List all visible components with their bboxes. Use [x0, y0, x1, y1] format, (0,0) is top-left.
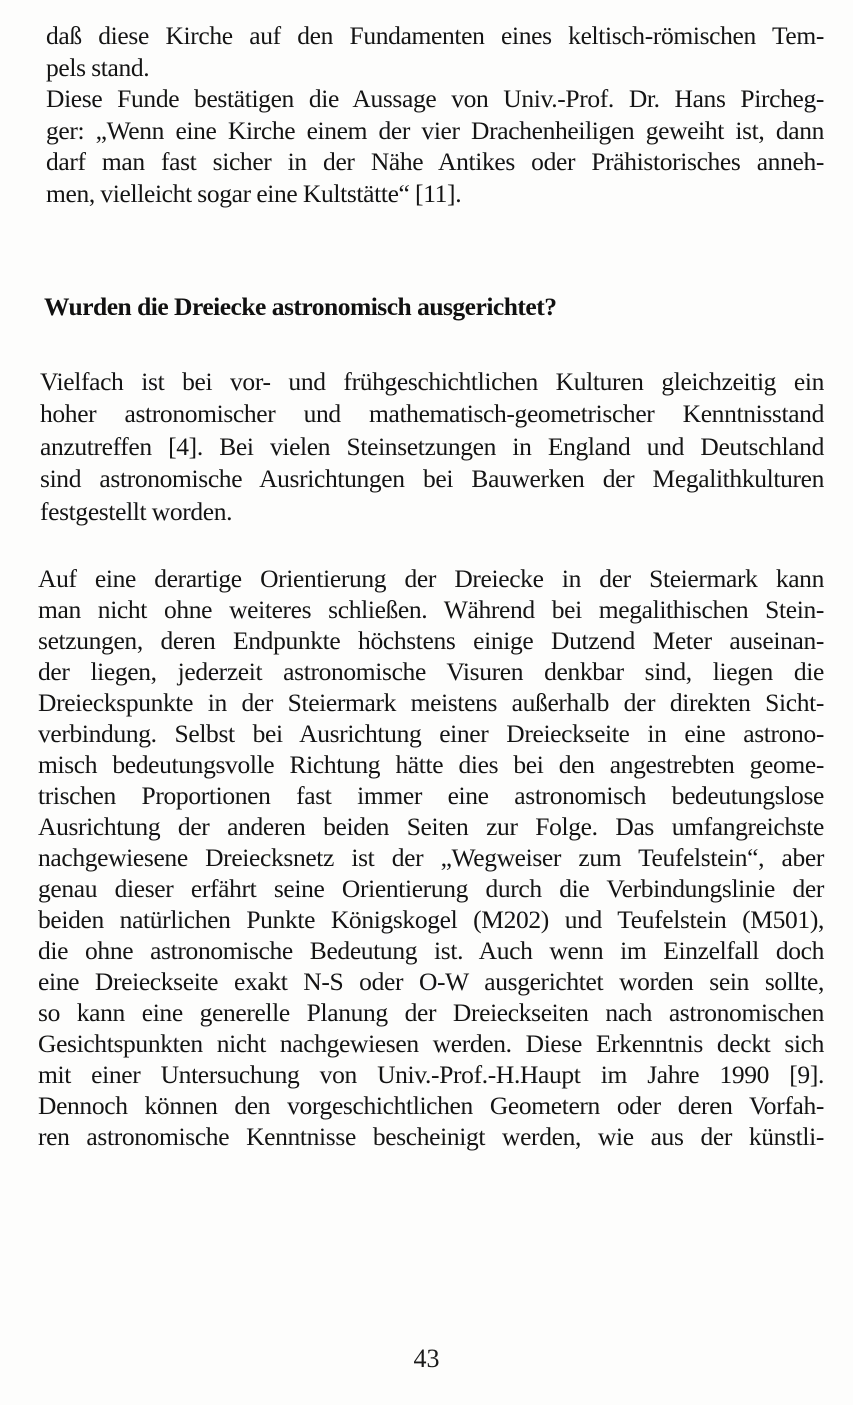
- text-line: mit einer Untersuchung von Univ.-Prof.-H.Haupt im Jahre 1990 [9].: [38, 1060, 824, 1089]
- text-line: men, vielleicht sogar eine Kultstätte“ [11].: [46, 178, 462, 208]
- text-line: ger: „Wenn eine Kirche einem der vier Drachenheiligen geweiht ist, dann: [46, 115, 824, 145]
- text-line: beiden natürlichen Punkte Königskogel (M202) und Teufelstein (M501),: [38, 905, 824, 934]
- text-line: eine Dreieckseite exakt N-S oder O-W ausgerichtet worden sein sollte,: [38, 967, 824, 996]
- text-line: sind astronomische Ausrichtungen bei Bauwerken der Megalithkulturen: [40, 464, 824, 494]
- section-paragraph-1: [40, 366, 824, 528]
- text-line: Vielfach ist bei vor- und frühgeschichtlichen Kulturen gleichzeitig ein: [40, 367, 824, 396]
- intro-paragraph: [46, 20, 824, 209]
- text-line: Diese Funde bestätigen die Aussage von Univ.-Prof. Dr. Hans Pircheg-: [46, 84, 824, 113]
- text-line: Dreieckspunkte in der Steiermark meistens außerhalb der direkten Sicht-: [38, 688, 824, 717]
- text-line: so kann eine generelle Planung der Dreieckseiten nach astronomischen: [38, 998, 824, 1027]
- text-line: anzutreffen [4]. Bei vielen Steinsetzungen in England und Deutschland: [40, 431, 824, 461]
- text-line: genau dieser erfährt seine Orientierung durch die Verbindungslinie der: [38, 874, 824, 903]
- text-line: hoher astronomischer und mathematisch-geometrischer Kenntnisstand: [40, 399, 824, 429]
- text-line: trischen Proportionen fast immer eine astronomisch bedeutungslose: [38, 781, 824, 810]
- text-line: Auf eine derartige Orientierung der Dreiecke in der Steiermark kann: [38, 564, 824, 593]
- text-line: festgestellt worden.: [40, 496, 233, 526]
- page-number: 43: [413, 1344, 440, 1373]
- text-line: man nicht ohne weiteres schließen. Während bei megalithischen Stein-: [38, 595, 824, 624]
- text-line: die ohne astronomische Bedeutung ist. Auch wenn im Einzelfall doch: [38, 936, 824, 965]
- section-paragraph-2: [38, 563, 824, 1152]
- text-line: darf man fast sicher in der Nähe Antikes oder Prähistorisches anneh-: [46, 147, 824, 176]
- text-line: daß diese Kirche auf den Fundamenten eines keltisch-römischen Tem-: [46, 21, 824, 50]
- text-line: pels stand.: [46, 52, 150, 82]
- text-line: setzungen, deren Endpunkte höchstens einige Dutzend Meter auseinan-: [38, 626, 824, 655]
- text-line: misch bedeutungsvolle Richtung hätte dies bei den angestrebten geome-: [38, 750, 824, 779]
- text-line: der liegen, jederzeit astronomische Visuren denkbar sind, liegen die: [38, 657, 824, 686]
- text-line: Dennoch können den vorgeschichtlichen Geometern oder deren Vorfah-: [38, 1091, 824, 1120]
- text-line: ren astronomische Kenntnisse bescheinigt werden, wie aus der künstli-: [38, 1122, 824, 1151]
- section-heading: Wurden die Dreiecke astronomisch ausgerichtet?: [44, 292, 557, 321]
- text-line: Gesichtspunkten nicht nachgewiesen werden. Diese Erkenntnis deckt sich: [38, 1029, 824, 1058]
- text-line: nachgewiesene Dreiecksnetz ist der „Wegweiser zum Teufelstein“, aber: [38, 843, 824, 872]
- text-line: verbindung. Selbst bei Ausrichtung einer Dreieckseite in eine astrono-: [38, 719, 824, 748]
- text-line: Ausrichtung der anderen beiden Seiten zur Folge. Das umfangreichste: [38, 812, 824, 841]
